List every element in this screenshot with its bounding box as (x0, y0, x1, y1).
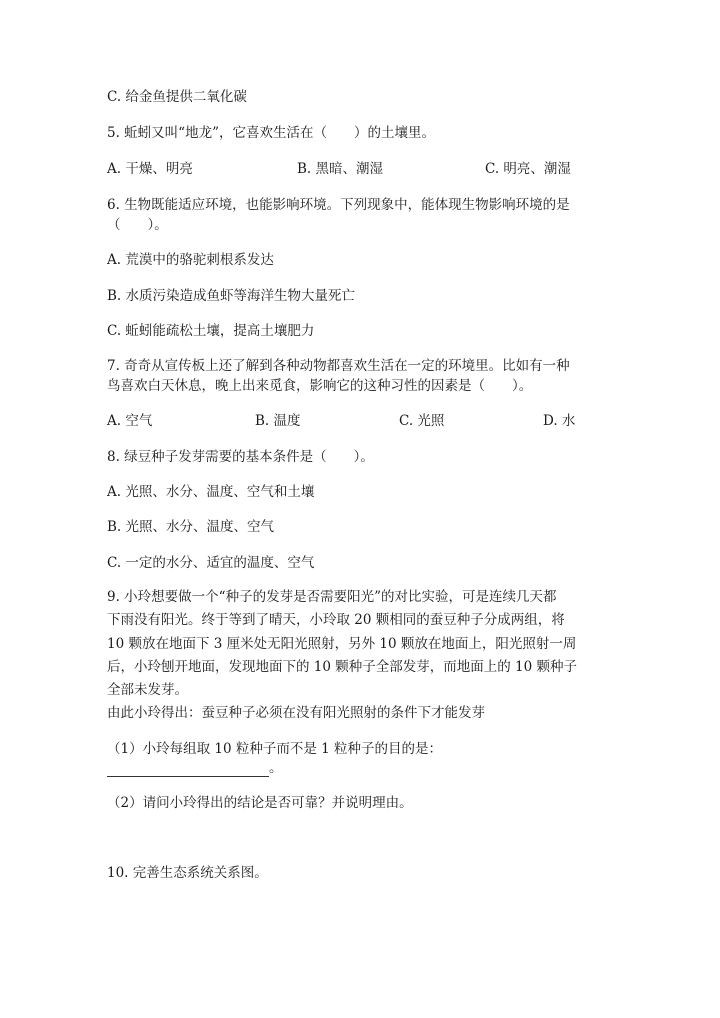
q5-option-b: B. 黑暗、潮湿 (297, 161, 384, 177)
q5-option-a: A. 干燥、明亮 (107, 161, 193, 177)
q9-conclusion: 由此小玲得出：蚕豆种子必须在没有阳光照射的条件下才能发芽 (107, 705, 485, 721)
q7-option-c: C. 光照 (399, 413, 445, 429)
q9-sub-question-1: （1）小玲每组取 10 粒种子而不是 1 粒种子的目的是： (107, 741, 443, 757)
q6-option-b: B. 水质污染造成鱼虾等海洋生物大量死亡 (107, 288, 356, 304)
q8-option-b: B. 光照、水分、温度、空气 (107, 519, 275, 535)
q9-sub-question-1-answer (107, 759, 283, 777)
q7-option-d: D. 水 (543, 413, 576, 429)
q4-option-c: C. 给金鱼提供二氧化碳 (107, 89, 247, 105)
q5-stem: 5. 蚯蚓又叫“地龙”，它喜欢生活在（ ）的土壤里。 (107, 125, 435, 141)
q7-option-b: B. 温度 (255, 413, 301, 429)
q9-stem-line-2: 下雨没有阳光。终于等到了晴天，小玲取 20 颗相同的蚕豆种子分成两组，将 (107, 612, 565, 628)
q7-option-a: A. 空气 (107, 413, 153, 429)
q7-stem-line-2: 鸟喜欢白天休息，晚上出来觅食，影响它的这种习性的因素是（ ）。 (107, 378, 533, 394)
q8-stem: 8. 绿豆种子发芽需要的基本条件是（ ）。 (107, 449, 374, 465)
answer-blank[interactable] (107, 762, 269, 777)
q5-option-c: C. 明亮、潮湿 (485, 161, 571, 177)
q6-option-a: A. 荒漠中的骆驼刺根系发达 (107, 252, 274, 268)
answer-period: 。 (269, 760, 283, 776)
q6-stem-line-1: 6. 生物既能适应环境，也能影响环境。下列现象中，能体现生物影响环境的是 (107, 197, 570, 213)
q8-option-c: C. 一定的水分、适宜的温度、空气 (107, 555, 315, 571)
q8-option-a: A. 光照、水分、温度、空气和土壤 (107, 484, 315, 500)
q9-stem-line-3: 10 颗放在地面下 3 厘米处无阳光照射，另外 10 颗放在地面上，阳光照射一周 (107, 636, 577, 652)
q10-stem: 10. 完善生态系统关系图。 (107, 865, 268, 881)
q7-stem-line-1: 7. 奇奇从宣传板上还了解到各种动物都喜欢生活在一定的环境里。比如有一种 (107, 358, 570, 374)
q9-sub-question-2: （2）请问小玲得出的结论是否可靠？并说明理由。 (107, 795, 413, 811)
q9-stem-line-5: 全部未发芽。 (107, 682, 188, 698)
q6-option-c: C. 蚯蚓能疏松土壤，提高土壤肥力 (107, 323, 315, 339)
q6-stem-line-2: （ ）。 (107, 217, 168, 233)
q9-stem-line-1: 9. 小玲想要做一个“种子的发芽是否需要阳光”的对比实验，可是连续几天都 (107, 589, 557, 605)
q9-stem-line-4: 后，小玲刨开地面，发现地面下的 10 颗种子全部发芽，而地面上的 10 颗种子 (107, 659, 578, 675)
